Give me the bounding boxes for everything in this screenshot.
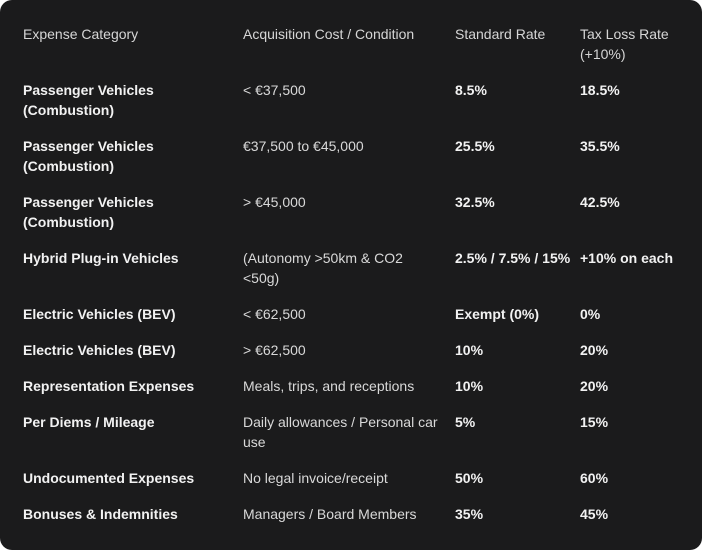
row-standard-rate: 10% (455, 378, 484, 394)
table-row (23, 136, 683, 192)
row-condition: < €62,500 (243, 306, 306, 322)
row-tax-loss-rate: 35.5% (580, 138, 620, 154)
row-category: Per Diems / Mileage (23, 414, 155, 430)
row-standard-rate: 5% (455, 414, 476, 430)
row-condition: €37,500 to €45,000 (243, 138, 364, 154)
row-standard-rate: 25.5% (455, 138, 495, 154)
row-tax-loss-rate: 15% (580, 414, 609, 430)
row-condition: Meals, trips, and receptions (243, 378, 415, 394)
row-condition: > €62,500 (243, 342, 306, 358)
row-standard-rate: 10% (455, 342, 484, 358)
row-condition: Daily allowances / Personal car use (243, 414, 438, 450)
header-expense-category: Expense Category (23, 26, 139, 42)
table-header-row (23, 24, 683, 80)
row-condition: (Autonomy >50km & CO2 <50g) (243, 250, 403, 286)
expense-rate-table (23, 24, 683, 540)
row-condition: No legal invoice/receipt (243, 470, 388, 486)
row-category: Electric Vehicles (BEV) (23, 342, 176, 358)
row-category: Bonuses & Indemnities (23, 506, 178, 522)
row-standard-rate: 50% (455, 470, 484, 486)
row-category: Undocumented Expenses (23, 470, 195, 486)
row-tax-loss-rate: 0% (580, 306, 601, 322)
table-row (23, 192, 683, 248)
row-category: Passenger Vehicles (Combustion) (23, 138, 154, 174)
table-row (23, 412, 683, 468)
header-acquisition-cost: Acquisition Cost / Condition (243, 26, 415, 42)
row-standard-rate: 8.5% (455, 82, 487, 98)
table-row (23, 376, 683, 412)
row-condition: < €37,500 (243, 82, 306, 98)
row-tax-loss-rate: +10% on each (580, 250, 673, 266)
row-standard-rate: 2.5% / 7.5% / 15% (455, 250, 571, 266)
header-standard-rate: Standard Rate (455, 26, 546, 42)
row-condition: > €45,000 (243, 194, 306, 210)
header-tax-loss-rate: Tax Loss Rate (+10%) (580, 26, 669, 62)
row-tax-loss-rate: 42.5% (580, 194, 620, 210)
row-tax-loss-rate: 20% (580, 378, 609, 394)
row-condition: Managers / Board Members (243, 506, 417, 522)
row-category: Passenger Vehicles (Combustion) (23, 194, 154, 230)
row-category: Passenger Vehicles (Combustion) (23, 82, 154, 118)
row-tax-loss-rate: 45% (580, 506, 609, 522)
table-row (23, 80, 683, 136)
row-standard-rate: Exempt (0%) (455, 306, 540, 322)
table-row (23, 304, 683, 340)
row-tax-loss-rate: 60% (580, 470, 609, 486)
table-row (23, 504, 683, 540)
row-standard-rate: 32.5% (455, 194, 495, 210)
row-category: Electric Vehicles (BEV) (23, 306, 176, 322)
row-standard-rate: 35% (455, 506, 484, 522)
row-tax-loss-rate: 18.5% (580, 82, 620, 98)
row-tax-loss-rate: 20% (580, 342, 609, 358)
row-category: Representation Expenses (23, 378, 195, 394)
table-row (23, 340, 683, 376)
table-row (23, 468, 683, 504)
row-category: Hybrid Plug-in Vehicles (23, 250, 179, 266)
table-row (23, 248, 683, 304)
